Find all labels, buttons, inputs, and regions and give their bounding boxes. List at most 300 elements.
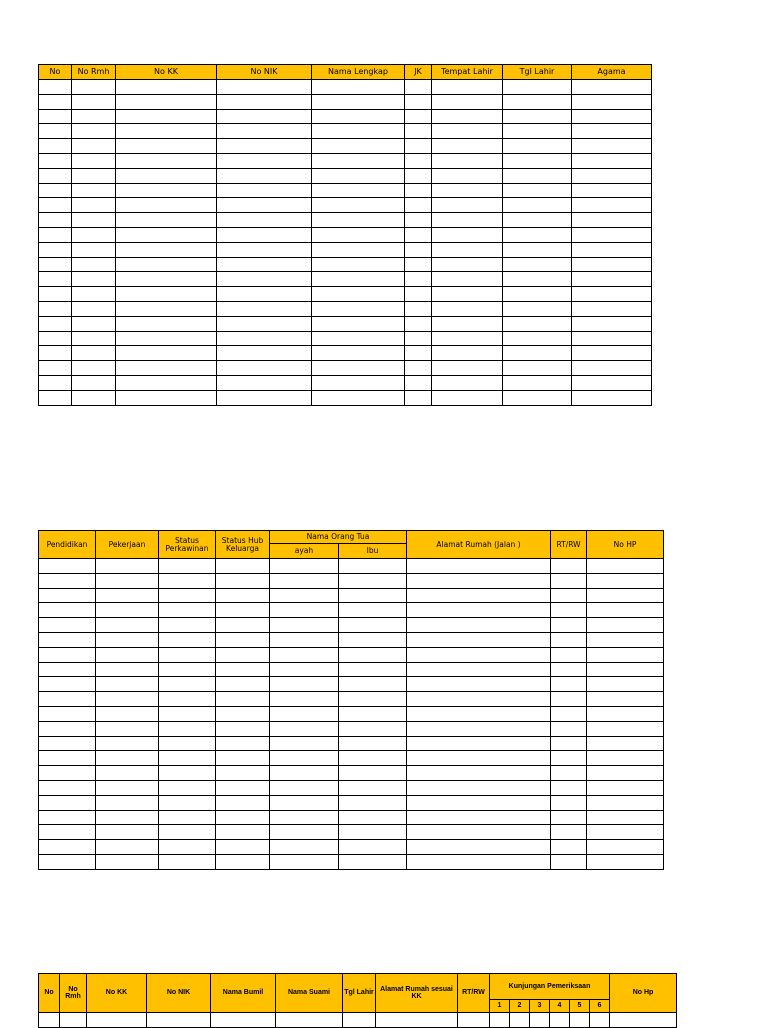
- table-cell[interactable]: [72, 331, 116, 346]
- table-cell[interactable]: [339, 677, 407, 692]
- table-cell[interactable]: [407, 751, 551, 766]
- table-cell[interactable]: [217, 316, 312, 331]
- table-cell[interactable]: [551, 795, 587, 810]
- table-cell[interactable]: [72, 213, 116, 228]
- table-cell[interactable]: [572, 316, 652, 331]
- table-cell[interactable]: [570, 1013, 590, 1028]
- table-cell[interactable]: [405, 361, 432, 376]
- table-cell[interactable]: [587, 795, 664, 810]
- table-cell[interactable]: [159, 825, 216, 840]
- table-cell[interactable]: [503, 331, 572, 346]
- table-cell[interactable]: [339, 573, 407, 588]
- table-cell[interactable]: [407, 618, 551, 633]
- table-cell[interactable]: [432, 257, 503, 272]
- table-cell[interactable]: [405, 331, 432, 346]
- table-cell[interactable]: [312, 242, 405, 257]
- table-cell[interactable]: [339, 692, 407, 707]
- table-cell[interactable]: [587, 810, 664, 825]
- table-cell[interactable]: [432, 227, 503, 242]
- table-cell[interactable]: [503, 346, 572, 361]
- table-cell[interactable]: [72, 139, 116, 154]
- table-cell[interactable]: [270, 810, 339, 825]
- table-cell[interactable]: [72, 80, 116, 95]
- table-cell[interactable]: [407, 721, 551, 736]
- table-cell[interactable]: [96, 662, 159, 677]
- table-cell[interactable]: [407, 692, 551, 707]
- table-cell[interactable]: [405, 287, 432, 302]
- table-cell[interactable]: [217, 257, 312, 272]
- table-cell[interactable]: [216, 751, 270, 766]
- table-cell[interactable]: [432, 331, 503, 346]
- table-cell[interactable]: [216, 677, 270, 692]
- table-cell[interactable]: [572, 287, 652, 302]
- table-cell[interactable]: [551, 677, 587, 692]
- table-cell[interactable]: [270, 559, 339, 574]
- table-cell[interactable]: [339, 825, 407, 840]
- table-cell[interactable]: [96, 692, 159, 707]
- table-cell[interactable]: [217, 168, 312, 183]
- table-cell[interactable]: [405, 183, 432, 198]
- table-cell[interactable]: [405, 272, 432, 287]
- table-cell[interactable]: [39, 780, 96, 795]
- table-cell[interactable]: [312, 227, 405, 242]
- table-cell[interactable]: [551, 573, 587, 588]
- table-cell[interactable]: [159, 706, 216, 721]
- table-cell[interactable]: [432, 198, 503, 213]
- table-cell[interactable]: [217, 80, 312, 95]
- table-cell[interactable]: [159, 780, 216, 795]
- table-cell[interactable]: [587, 573, 664, 588]
- table-cell[interactable]: [39, 825, 96, 840]
- table-cell[interactable]: [270, 632, 339, 647]
- table-cell[interactable]: [551, 736, 587, 751]
- table-cell[interactable]: [572, 375, 652, 390]
- table-cell[interactable]: [72, 272, 116, 287]
- table-cell[interactable]: [312, 361, 405, 376]
- table-cell[interactable]: [587, 825, 664, 840]
- table-cell[interactable]: [572, 390, 652, 405]
- table-cell[interactable]: [587, 677, 664, 692]
- table-cell[interactable]: [339, 810, 407, 825]
- table-cell[interactable]: [587, 692, 664, 707]
- table-cell[interactable]: [72, 94, 116, 109]
- table-cell[interactable]: [116, 361, 217, 376]
- table-cell[interactable]: [159, 632, 216, 647]
- table-cell[interactable]: [159, 751, 216, 766]
- table-cell[interactable]: [116, 390, 217, 405]
- table-cell[interactable]: [312, 375, 405, 390]
- table-cell[interactable]: [270, 618, 339, 633]
- table-cell[interactable]: [432, 109, 503, 124]
- table-cell[interactable]: [339, 766, 407, 781]
- table-cell[interactable]: [405, 94, 432, 109]
- table-cell[interactable]: [312, 331, 405, 346]
- table-cell[interactable]: [217, 94, 312, 109]
- table-cell[interactable]: [39, 677, 96, 692]
- table-cell[interactable]: [572, 153, 652, 168]
- table-cell[interactable]: [39, 840, 96, 855]
- table-cell[interactable]: [270, 662, 339, 677]
- table-cell[interactable]: [116, 153, 217, 168]
- table-cell[interactable]: [217, 198, 312, 213]
- table-cell[interactable]: [217, 213, 312, 228]
- table-cell[interactable]: [217, 183, 312, 198]
- table-cell[interactable]: [510, 1013, 530, 1028]
- table-cell[interactable]: [216, 795, 270, 810]
- table-cell[interactable]: [116, 80, 217, 95]
- table-cell[interactable]: [116, 183, 217, 198]
- table-cell[interactable]: [572, 94, 652, 109]
- table-cell[interactable]: [116, 168, 217, 183]
- table-cell[interactable]: [405, 168, 432, 183]
- table-cell[interactable]: [312, 168, 405, 183]
- table-cell[interactable]: [339, 840, 407, 855]
- table-cell[interactable]: [270, 573, 339, 588]
- table-cell[interactable]: [572, 361, 652, 376]
- table-cell[interactable]: [216, 780, 270, 795]
- table-cell[interactable]: [39, 124, 72, 139]
- table-cell[interactable]: [551, 840, 587, 855]
- table-cell[interactable]: [159, 854, 216, 869]
- table-cell[interactable]: [39, 736, 96, 751]
- table-cell[interactable]: [572, 272, 652, 287]
- table-cell[interactable]: [159, 692, 216, 707]
- table-cell[interactable]: [217, 346, 312, 361]
- table-cell[interactable]: [159, 810, 216, 825]
- table-cell[interactable]: [216, 632, 270, 647]
- table-cell[interactable]: [159, 573, 216, 588]
- table-cell[interactable]: [217, 139, 312, 154]
- table-cell[interactable]: [587, 588, 664, 603]
- table-cell[interactable]: [216, 573, 270, 588]
- table-cell[interactable]: [432, 80, 503, 95]
- table-cell[interactable]: [551, 647, 587, 662]
- table-cell[interactable]: [159, 662, 216, 677]
- table-cell[interactable]: [39, 1013, 60, 1028]
- table-cell[interactable]: [432, 301, 503, 316]
- table-cell[interactable]: [339, 662, 407, 677]
- table-cell[interactable]: [405, 301, 432, 316]
- table-cell[interactable]: [407, 559, 551, 574]
- table-cell[interactable]: [217, 301, 312, 316]
- table-cell[interactable]: [39, 390, 72, 405]
- table-cell[interactable]: [503, 153, 572, 168]
- table-cell[interactable]: [216, 854, 270, 869]
- table-cell[interactable]: [270, 840, 339, 855]
- table-cell[interactable]: [587, 840, 664, 855]
- table-cell[interactable]: [216, 647, 270, 662]
- table-cell[interactable]: [551, 854, 587, 869]
- table-cell[interactable]: [587, 751, 664, 766]
- table-cell[interactable]: [217, 109, 312, 124]
- table-cell[interactable]: [217, 331, 312, 346]
- table-cell[interactable]: [116, 346, 217, 361]
- table-cell[interactable]: [159, 766, 216, 781]
- table-cell[interactable]: [159, 618, 216, 633]
- table-cell[interactable]: [312, 213, 405, 228]
- table-cell[interactable]: [587, 736, 664, 751]
- table-cell[interactable]: [503, 375, 572, 390]
- table-cell[interactable]: [587, 603, 664, 618]
- table-cell[interactable]: [339, 854, 407, 869]
- table-cell[interactable]: [551, 780, 587, 795]
- table-cell[interactable]: [587, 632, 664, 647]
- table-cell[interactable]: [312, 257, 405, 272]
- table-cell[interactable]: [39, 331, 72, 346]
- table-cell[interactable]: [39, 257, 72, 272]
- table-cell[interactable]: [551, 588, 587, 603]
- table-cell[interactable]: [432, 124, 503, 139]
- table-cell[interactable]: [39, 153, 72, 168]
- table-cell[interactable]: [216, 588, 270, 603]
- table-cell[interactable]: [217, 124, 312, 139]
- table-cell[interactable]: [72, 183, 116, 198]
- table-cell[interactable]: [96, 810, 159, 825]
- table-cell[interactable]: [216, 721, 270, 736]
- table-cell[interactable]: [312, 316, 405, 331]
- table-cell[interactable]: [39, 80, 72, 95]
- table-cell[interactable]: [216, 662, 270, 677]
- table-cell[interactable]: [407, 854, 551, 869]
- table-cell[interactable]: [96, 795, 159, 810]
- table-cell[interactable]: [72, 361, 116, 376]
- table-cell[interactable]: [572, 168, 652, 183]
- table-cell[interactable]: [587, 766, 664, 781]
- table-cell[interactable]: [407, 766, 551, 781]
- table-cell[interactable]: [39, 139, 72, 154]
- table-cell[interactable]: [116, 109, 217, 124]
- table-cell[interactable]: [216, 618, 270, 633]
- table-cell[interactable]: [551, 751, 587, 766]
- table-cell[interactable]: [39, 632, 96, 647]
- table-cell[interactable]: [339, 632, 407, 647]
- table-cell[interactable]: [39, 751, 96, 766]
- table-cell[interactable]: [503, 94, 572, 109]
- table-cell[interactable]: [432, 139, 503, 154]
- table-cell[interactable]: [72, 287, 116, 302]
- table-cell[interactable]: [72, 153, 116, 168]
- table-cell[interactable]: [407, 588, 551, 603]
- table-cell[interactable]: [39, 375, 72, 390]
- table-cell[interactable]: [432, 213, 503, 228]
- table-cell[interactable]: [116, 242, 217, 257]
- table-cell[interactable]: [339, 603, 407, 618]
- table-cell[interactable]: [96, 588, 159, 603]
- table-cell[interactable]: [216, 825, 270, 840]
- table-cell[interactable]: [503, 227, 572, 242]
- table-cell[interactable]: [39, 183, 72, 198]
- table-cell[interactable]: [339, 588, 407, 603]
- table-cell[interactable]: [116, 316, 217, 331]
- table-cell[interactable]: [550, 1013, 570, 1028]
- table-cell[interactable]: [503, 390, 572, 405]
- table-cell[interactable]: [405, 109, 432, 124]
- table-cell[interactable]: [407, 795, 551, 810]
- table-cell[interactable]: [503, 361, 572, 376]
- table-cell[interactable]: [87, 1013, 147, 1028]
- table-cell[interactable]: [72, 316, 116, 331]
- table-cell[interactable]: [116, 124, 217, 139]
- table-cell[interactable]: [159, 677, 216, 692]
- table-cell[interactable]: [587, 559, 664, 574]
- table-cell[interactable]: [116, 139, 217, 154]
- table-cell[interactable]: [216, 603, 270, 618]
- table-cell[interactable]: [39, 316, 72, 331]
- table-cell[interactable]: [503, 316, 572, 331]
- table-cell[interactable]: [116, 301, 217, 316]
- table-cell[interactable]: [312, 183, 405, 198]
- table-cell[interactable]: [407, 677, 551, 692]
- table-cell[interactable]: [407, 810, 551, 825]
- table-cell[interactable]: [116, 94, 217, 109]
- table-cell[interactable]: [407, 825, 551, 840]
- table-cell[interactable]: [39, 766, 96, 781]
- table-cell[interactable]: [270, 721, 339, 736]
- table-cell[interactable]: [312, 301, 405, 316]
- table-cell[interactable]: [503, 198, 572, 213]
- table-cell[interactable]: [39, 588, 96, 603]
- table-cell[interactable]: [376, 1013, 458, 1028]
- table-cell[interactable]: [72, 109, 116, 124]
- table-cell[interactable]: [572, 183, 652, 198]
- table-cell[interactable]: [276, 1013, 343, 1028]
- table-cell[interactable]: [503, 168, 572, 183]
- table-cell[interactable]: [72, 198, 116, 213]
- table-cell[interactable]: [343, 1013, 376, 1028]
- table-cell[interactable]: [217, 242, 312, 257]
- table-cell[interactable]: [39, 168, 72, 183]
- table-cell[interactable]: [217, 287, 312, 302]
- table-cell[interactable]: [432, 375, 503, 390]
- table-cell[interactable]: [39, 795, 96, 810]
- table-cell[interactable]: [116, 213, 217, 228]
- table-cell[interactable]: [39, 109, 72, 124]
- table-cell[interactable]: [312, 287, 405, 302]
- table-cell[interactable]: [339, 751, 407, 766]
- table-cell[interactable]: [503, 213, 572, 228]
- table-cell[interactable]: [503, 301, 572, 316]
- table-cell[interactable]: [39, 573, 96, 588]
- table-cell[interactable]: [312, 94, 405, 109]
- table-cell[interactable]: [551, 706, 587, 721]
- table-cell[interactable]: [339, 559, 407, 574]
- table-cell[interactable]: [211, 1013, 276, 1028]
- table-cell[interactable]: [96, 854, 159, 869]
- table-cell[interactable]: [405, 80, 432, 95]
- table-cell[interactable]: [530, 1013, 550, 1028]
- table-cell[interactable]: [216, 766, 270, 781]
- table-cell[interactable]: [503, 242, 572, 257]
- table-cell[interactable]: [503, 80, 572, 95]
- table-cell[interactable]: [96, 559, 159, 574]
- table-cell[interactable]: [96, 632, 159, 647]
- table-cell[interactable]: [39, 198, 72, 213]
- table-cell[interactable]: [405, 375, 432, 390]
- table-cell[interactable]: [39, 603, 96, 618]
- table-cell[interactable]: [159, 736, 216, 751]
- table-cell[interactable]: [270, 751, 339, 766]
- table-cell[interactable]: [270, 766, 339, 781]
- table-cell[interactable]: [96, 677, 159, 692]
- table-cell[interactable]: [159, 588, 216, 603]
- table-cell[interactable]: [39, 854, 96, 869]
- table-cell[interactable]: [503, 257, 572, 272]
- table-cell[interactable]: [432, 361, 503, 376]
- table-cell[interactable]: [407, 603, 551, 618]
- table-cell[interactable]: [503, 272, 572, 287]
- table-cell[interactable]: [339, 647, 407, 662]
- table-cell[interactable]: [405, 139, 432, 154]
- table-cell[interactable]: [432, 183, 503, 198]
- table-cell[interactable]: [116, 227, 217, 242]
- table-cell[interactable]: [96, 573, 159, 588]
- table-cell[interactable]: [312, 80, 405, 95]
- table-cell[interactable]: [339, 736, 407, 751]
- table-cell[interactable]: [405, 227, 432, 242]
- table-cell[interactable]: [407, 736, 551, 751]
- table-cell[interactable]: [270, 647, 339, 662]
- table-cell[interactable]: [312, 139, 405, 154]
- table-cell[interactable]: [72, 168, 116, 183]
- table-cell[interactable]: [572, 346, 652, 361]
- table-cell[interactable]: [39, 361, 72, 376]
- table-cell[interactable]: [432, 287, 503, 302]
- table-cell[interactable]: [407, 632, 551, 647]
- table-cell[interactable]: [407, 573, 551, 588]
- table-cell[interactable]: [147, 1013, 211, 1028]
- table-cell[interactable]: [587, 780, 664, 795]
- table-cell[interactable]: [72, 124, 116, 139]
- table-cell[interactable]: [217, 153, 312, 168]
- table-cell[interactable]: [159, 721, 216, 736]
- table-cell[interactable]: [39, 692, 96, 707]
- table-cell[interactable]: [572, 242, 652, 257]
- table-cell[interactable]: [116, 331, 217, 346]
- table-cell[interactable]: [217, 272, 312, 287]
- table-cell[interactable]: [339, 721, 407, 736]
- table-cell[interactable]: [587, 706, 664, 721]
- table-cell[interactable]: [217, 227, 312, 242]
- table-cell[interactable]: [39, 94, 72, 109]
- table-cell[interactable]: [312, 198, 405, 213]
- table-cell[interactable]: [503, 139, 572, 154]
- table-cell[interactable]: [159, 840, 216, 855]
- table-cell[interactable]: [610, 1013, 677, 1028]
- table-cell[interactable]: [216, 559, 270, 574]
- table-cell[interactable]: [490, 1013, 510, 1028]
- table-cell[interactable]: [587, 854, 664, 869]
- table-cell[interactable]: [60, 1013, 87, 1028]
- table-cell[interactable]: [551, 810, 587, 825]
- table-cell[interactable]: [405, 198, 432, 213]
- table-cell[interactable]: [216, 736, 270, 751]
- table-cell[interactable]: [72, 346, 116, 361]
- table-cell[interactable]: [432, 153, 503, 168]
- table-cell[interactable]: [405, 346, 432, 361]
- table-cell[interactable]: [432, 316, 503, 331]
- table-cell[interactable]: [312, 272, 405, 287]
- table-cell[interactable]: [572, 80, 652, 95]
- table-cell[interactable]: [503, 109, 572, 124]
- table-cell[interactable]: [572, 198, 652, 213]
- table-cell[interactable]: [159, 603, 216, 618]
- table-cell[interactable]: [159, 559, 216, 574]
- table-cell[interactable]: [432, 94, 503, 109]
- table-cell[interactable]: [159, 795, 216, 810]
- table-cell[interactable]: [587, 662, 664, 677]
- table-cell[interactable]: [96, 825, 159, 840]
- table-cell[interactable]: [407, 780, 551, 795]
